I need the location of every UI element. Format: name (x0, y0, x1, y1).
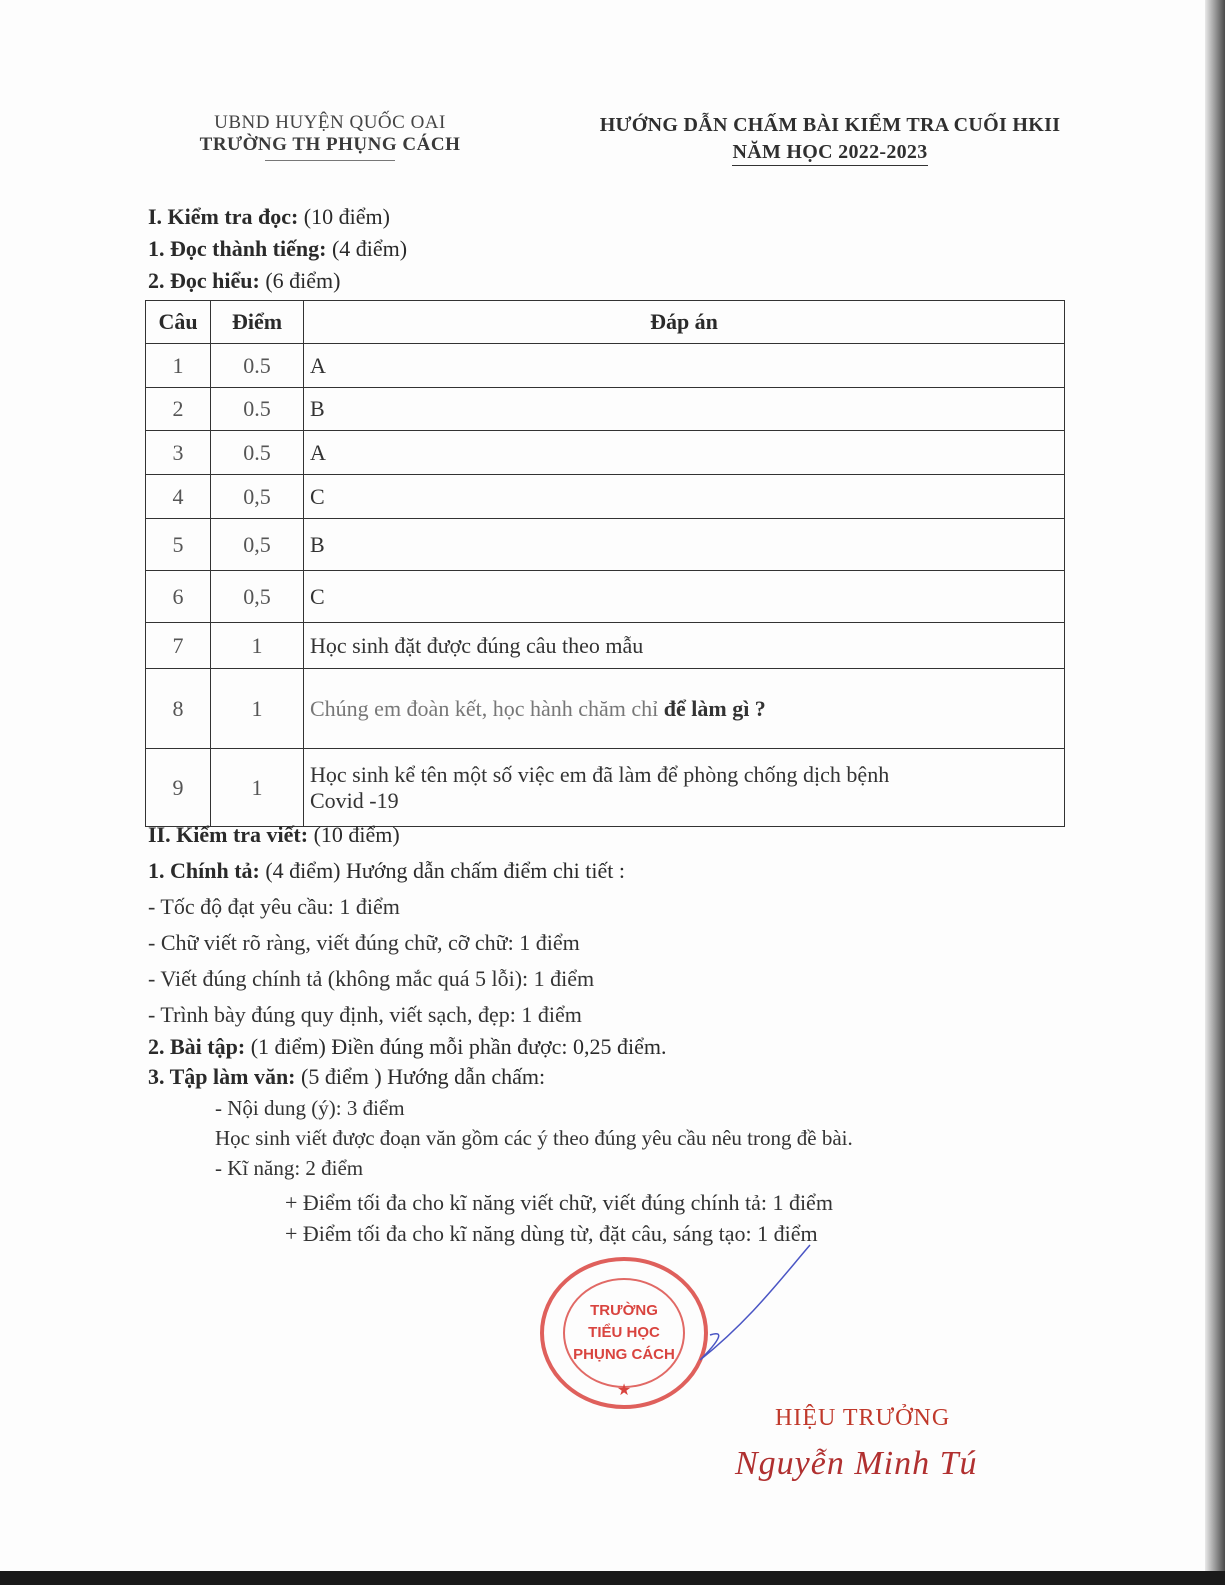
school-year: NĂM HỌC 2022-2023 (732, 141, 927, 166)
question-points: 1 (211, 749, 304, 827)
question-answer: C (304, 571, 1065, 623)
content-criteria: - Nội dung (ý): 3 điểm (215, 1096, 405, 1120)
question-answer: C (304, 475, 1065, 519)
stamp-star-icon: ★ (616, 1382, 632, 1399)
principal-name: Nguyễn Minh Tú (735, 1445, 978, 1482)
stamp-line3: PHỤNG CÁCH (573, 1346, 675, 1363)
question-number: 4 (146, 475, 211, 519)
writing-part2: 2. Bài tập: (1 điểm) Điền đúng mỗi phần được: 0,25 điểm. (148, 1034, 667, 1059)
scan-edge-right (1205, 0, 1225, 1585)
question-answer: B (304, 388, 1065, 431)
question-answer: Chúng em đoàn kết, học hành chăm chỉ để làm gì ? (304, 669, 1065, 749)
table-header-row (146, 301, 1065, 344)
scan-edge-bottom (0, 1571, 1225, 1585)
question-number: 9 (146, 749, 211, 827)
question-number: 7 (146, 623, 211, 669)
table-row (146, 431, 1065, 475)
principal-title: HIỆU TRƯỞNG (775, 1405, 951, 1431)
criteria-item: - Viết đúng chính tả (không mắc quá 5 lỗi): 1 điểm (148, 966, 595, 991)
writing-section-title: II. Kiểm tra viết: (10 điểm) (148, 822, 400, 847)
reading-part2: 2. Đọc hiểu: (6 điểm) (148, 268, 341, 293)
stamp-line1: TRƯỜNG (590, 1302, 658, 1319)
content-description: Học sinh viết được đoạn văn gồm các ý theo đúng yêu cầu nêu trong đề bài. (215, 1126, 853, 1150)
criteria-item: - Tốc độ đạt yêu cầu: 1 điểm (148, 894, 400, 919)
reading-section-title: I. Kiểm tra đọc: (10 điểm) (148, 204, 390, 229)
question-answer: Học sinh đặt được đúng câu theo mẫu (304, 623, 1065, 669)
question-number: 6 (146, 571, 211, 623)
header-rule (265, 160, 395, 161)
question-points: 0.5 (211, 344, 304, 388)
question-answer: Học sinh kể tên một số việc em đã làm để phòng chống dịch bệnh Covid -19 (304, 749, 1065, 827)
question-points: 0.5 (211, 388, 304, 431)
question-number: 2 (146, 388, 211, 431)
answer-table (145, 300, 1065, 827)
question-answer: B (304, 519, 1065, 571)
question-points: 0,5 (211, 571, 304, 623)
table-row (146, 623, 1065, 669)
question-points: 1 (211, 669, 304, 749)
skill-criteria: - Kĩ năng: 2 điểm (215, 1156, 364, 1180)
question-number: 8 (146, 669, 211, 749)
table-row (146, 344, 1065, 388)
question-answer: A (304, 344, 1065, 388)
criteria-item: - Trình bày đúng quy định, viết sạch, đẹp: 1 điểm (148, 1002, 582, 1027)
stamp-line2: TIỂU HỌC (588, 1324, 660, 1341)
issuer-school: TRƯỜNG TH PHỤNG CÁCH (199, 134, 461, 155)
issuer-authority: UBND HUYỆN QUỐC OAI (214, 112, 446, 133)
table-row (146, 475, 1065, 519)
question-points: 0.5 (211, 431, 304, 475)
question-answer: A (304, 431, 1065, 475)
signature-stroke (680, 1240, 840, 1380)
table-row (146, 749, 1065, 827)
issuer-block (165, 112, 495, 161)
document-title-block (540, 114, 1120, 164)
question-number: 5 (146, 519, 211, 571)
question-number: 1 (146, 344, 211, 388)
col-header-question: Câu (146, 301, 211, 344)
table-row (146, 388, 1065, 431)
criteria-item: - Chữ viết rõ ràng, viết đúng chữ, cỡ chữ: 1 điểm (148, 930, 580, 955)
question-points: 0,5 (211, 519, 304, 571)
reading-part1: 1. Đọc thành tiếng: (4 điểm) (148, 236, 408, 261)
table-row (146, 519, 1065, 571)
col-header-answer: Đáp án (304, 301, 1065, 344)
table-row (146, 669, 1065, 749)
skill-item: + Điểm tối đa cho kĩ năng dùng từ, đặt câu, sáng tạo: 1 điểm (285, 1221, 818, 1246)
writing-part3: 3. Tập làm văn: (5 điểm ) Hướng dẫn chấm: (148, 1064, 546, 1089)
col-header-points: Điểm (211, 301, 304, 344)
table-row (146, 571, 1065, 623)
skill-item: + Điểm tối đa cho kĩ năng viết chữ, viết đúng chính tả: 1 điểm (285, 1190, 833, 1215)
document-title: HƯỚNG DẪN CHẤM BÀI KIỂM TRA CUỐI HKII (599, 114, 1061, 136)
writing-part1: 1. Chính tả: (4 điểm) Hướng dẫn chấm điểm chi tiết : (148, 858, 625, 883)
question-points: 1 (211, 623, 304, 669)
question-points: 0,5 (211, 475, 304, 519)
question-number: 3 (146, 431, 211, 475)
